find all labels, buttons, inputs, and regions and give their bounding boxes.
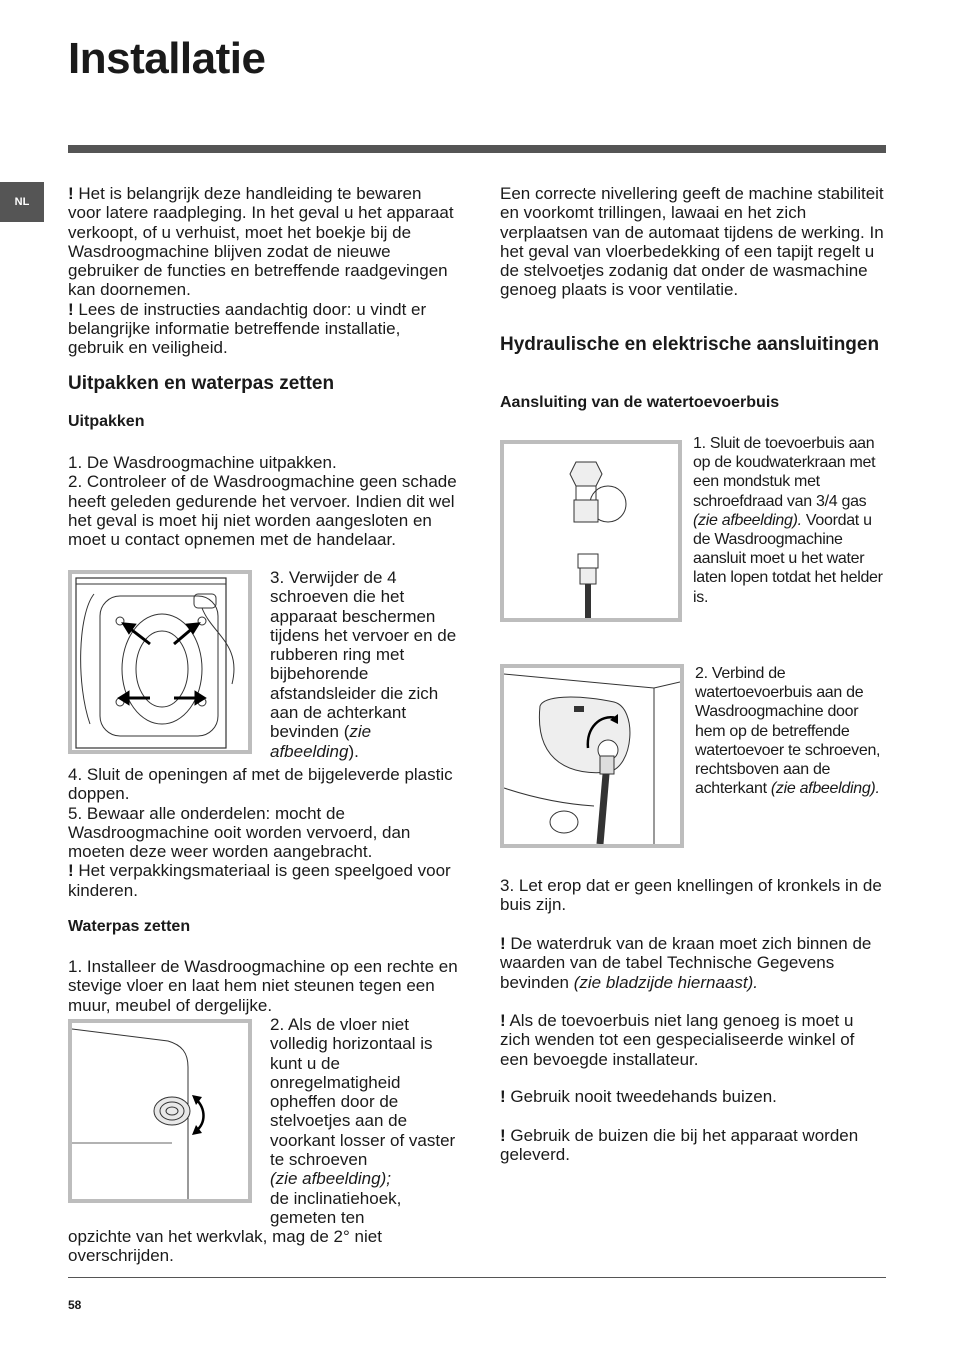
bottom-divider <box>68 1277 886 1278</box>
section-title-connections: Hydraulische en elektrische aansluitingen <box>500 334 880 355</box>
connection-step-1-text-b: Voordat u de Wasdroogmachine aansluit moet u het water laten lopen totdat het helder is. <box>693 511 883 606</box>
page-reference: (zie bladzijde hiernaast). <box>573 972 758 992</box>
warning-mark: ! <box>500 1126 506 1145</box>
warning-mark: ! <box>68 299 74 319</box>
figure-reference: (zie afbeelding); <box>270 1169 391 1189</box>
intro-text-1: Het is belangrijk deze handleiding te bewaren voor latere raadpleging. In het geval u het apparaat verkoopt, of u verhuist, moet het boekje bij de Wasdroogmachine blijven zodat de nieuwe gebruiker de functies en betreffende raadgevingen kan doornemen. <box>68 184 454 300</box>
figure-reference: zie afbeelding <box>270 722 372 761</box>
figure-tap-connector <box>500 440 682 622</box>
intro-paragraph <box>68 184 458 358</box>
language-tab: NL <box>0 182 44 222</box>
level-step-2-continued: opzichte van het werkvlak, mag de 2° niet overschrijden. <box>68 1227 382 1266</box>
warning-supplied-hoses-text: Gebruik de buizen die bij het apparaat worden geleverd. <box>500 1126 859 1165</box>
tap-connector-illustration <box>504 444 678 618</box>
packaging-warning: Het verpakkingsmateriaal is geen speelgoed voor kinderen. <box>68 861 451 900</box>
machine-back-illustration <box>72 574 248 750</box>
machine-inlet-illustration <box>504 668 680 844</box>
figure-machine-inlet <box>500 664 684 848</box>
level-step-2 <box>270 1015 458 1227</box>
unpack-step-5: 5. Bewaar alle onderdelen: mocht de Wasdroogmachine ooit worden vervoerd, dan moeten deze weer worden aangebracht. <box>68 803 411 862</box>
level-step-1: 1. Installeer de Wasdroogmachine op een rechte en stevige vloer en laat hem niet steunen tegen een muur, meubel of dergelijke. <box>68 957 458 1015</box>
figure-adjustable-foot <box>68 1019 252 1203</box>
connection-step-2 <box>695 664 887 798</box>
section-title-unpack-level: Uitpakken en waterpas zetten <box>68 373 335 394</box>
figure-machine-back <box>68 570 252 754</box>
subsection-title-leveling: Waterpas zetten <box>68 918 191 935</box>
top-divider <box>68 145 886 153</box>
warning-mark: ! <box>500 1011 506 1030</box>
warning-supplied-hoses <box>500 1126 886 1165</box>
leveling-paragraph: Een correcte nivellering geeft de machine stabiliteit en voorkomt trillingen, lawaai en het zich verplaatsen van de automaat tijdens de werking. In het geval van vloerbedekking of een tapijt regelt u de stelvoetjes zodanig dat onder de wasmachine genoeg plaats is voor ventilatie. <box>500 184 884 300</box>
page-number: 58 <box>68 1298 82 1312</box>
unpack-step-3-text: 3. Verwijder de 4 schroeven die het apparaat beschermen tijdens het vervoer en de rubberen ring met bijbehorende afstandsleider die zich aan de achterkant bevinden ( <box>270 568 457 742</box>
unpack-step-3-end: ). <box>348 741 359 761</box>
warning-water-pressure-text: De waterdruk van de kraan moet zich binnen de waarden van de tabel Technische Gegevens bevinden <box>500 934 872 992</box>
connection-step-1 <box>693 434 885 607</box>
level-step-2-text: 2. Als de vloer niet volledig horizontaal is kunt u de onregelmatigheid opheffen door de stelvoetjes aan de voorkant losser of vaster te schroeven <box>270 1015 456 1170</box>
warning-mark: ! <box>500 934 506 953</box>
intro-text-2: Lees de instructies aandachtig door: u vindt er belangrijke informatie betreffende installatie, gebruik en veiligheid. <box>68 299 427 358</box>
connection-step-3: 3. Let erop dat er geen knellingen of kronkels in de buis zijn. <box>500 876 882 915</box>
connection-step-1-text: 1. Sluit de toevoerbuis aan op de koudwaterkraan met een mondstuk met schroefdraad van 3/4 gas <box>693 435 876 510</box>
connection-step-2-text: 2. Verbind de watertoevoerbuis aan de Wasdroogmachine door hem op de betreffende watertoevoer te schroeven, rechtsboven aan de achterkant <box>695 665 881 798</box>
warning-mark: ! <box>68 861 74 881</box>
figure-reference: (zie afbeelding). <box>693 511 802 529</box>
figure-reference: (zie afbeelding). <box>770 780 880 798</box>
foot-illustration <box>72 1023 248 1199</box>
unpack-step-3 <box>270 568 458 761</box>
warning-water-pressure <box>500 934 886 992</box>
warning-mark: ! <box>68 184 74 203</box>
warning-hose-length <box>500 1011 886 1069</box>
subsection-title-water-inlet: Aansluiting van de watertoevoerbuis <box>500 394 780 411</box>
unpack-step-2: 2. Controleer of de Wasdroogmachine geen schade heeft geleden gedurende het vervoer. Indien dit wel het geval is moet hij niet worden aangesloten en moet u contact opnemen met de handelaar. <box>68 472 457 550</box>
subsection-title-unpack: Uitpakken <box>68 413 145 430</box>
warning-second-hand-text: Gebruik nooit tweedehands buizen. <box>505 1087 777 1106</box>
warning-mark: ! <box>500 1087 506 1106</box>
unpack-step-4: 4. Sluit de openingen af met de bijgeleverde plastic doppen. <box>68 765 453 804</box>
unpack-steps-4-5 <box>68 765 458 900</box>
page-title: Installatie <box>68 34 266 83</box>
warning-second-hand <box>500 1087 886 1106</box>
warning-hose-length-text: Als de toevoerbuis niet lang genoeg is moet u zich wenden tot een gespecialiseerde winkel of een bevoegde installateur. <box>500 1011 855 1069</box>
unpack-step-1: 1. De Wasdroogmachine uitpakken. <box>68 453 337 472</box>
level-step-2-text-b: de inclinatiehoek, gemeten ten <box>270 1188 402 1227</box>
unpack-steps-1-2 <box>68 453 458 549</box>
